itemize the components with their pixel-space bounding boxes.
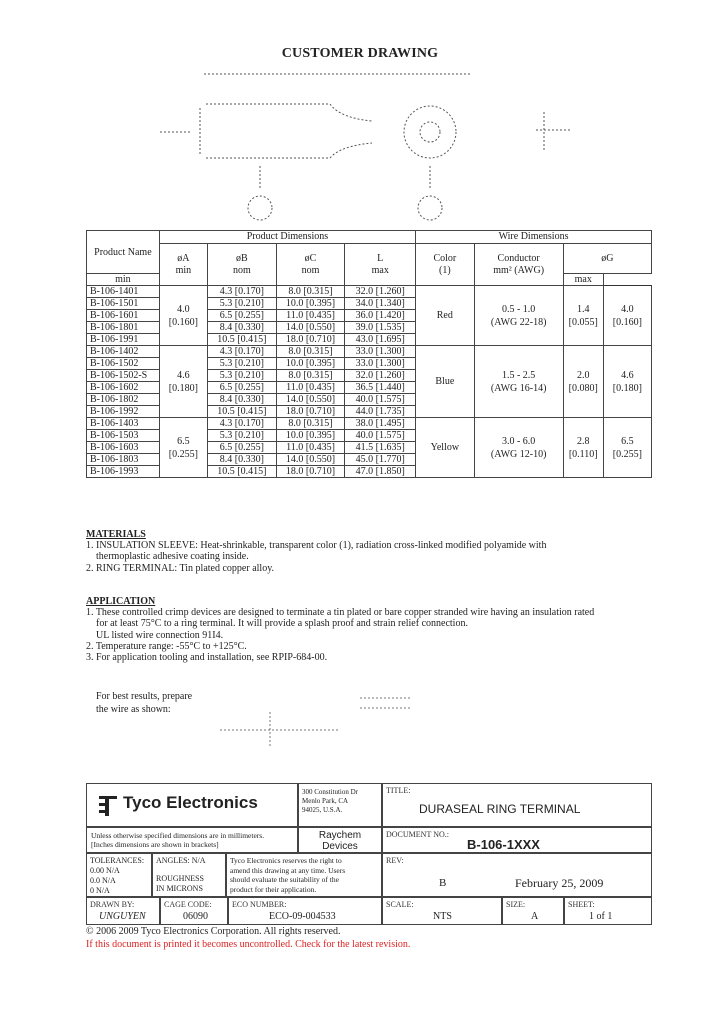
application-heading: APPLICATION xyxy=(86,596,156,607)
part-number: B-106-1401 xyxy=(87,286,160,298)
part-number: B-106-1991 xyxy=(87,334,160,346)
eco-cell xyxy=(228,897,382,925)
dim-C: 14.0 [0.550] xyxy=(276,322,345,334)
sleeve-color: Red xyxy=(416,286,474,346)
dim-G-min-line: 2.0 xyxy=(576,369,590,381)
scale-cell xyxy=(382,897,502,925)
wire-prep-line: For best results, prepare xyxy=(96,691,193,702)
materials-item: 2. RING TERMINAL: Tin plated copper alloy. xyxy=(86,562,275,574)
tolerance-value: 0.0 N/A xyxy=(90,876,116,885)
dim-A-line: [0.255] xyxy=(168,448,198,460)
conductor-range-line: 3.0 - 6.0 xyxy=(501,435,536,447)
sheet-value: 1 of 1 xyxy=(589,911,613,922)
conductor-range-line: (AWG 16-14) xyxy=(490,382,547,394)
application-item: 3. For application tooling and installation, see RPIP-684-00. xyxy=(86,652,328,664)
part-number: B-106-1501 xyxy=(87,298,160,310)
dim-B: 10.5 [0.415] xyxy=(207,466,276,478)
dim-L: 40.0 [1.575] xyxy=(345,394,416,406)
conductor-range-line: 0.5 - 1.0 xyxy=(501,303,536,315)
materials-item: 1. INSULATION SLEEVE: Heat-shrinkable, transparent color (1), radiation cross-linked modified polyamide with xyxy=(86,540,547,552)
wire-prep-drawing xyxy=(210,690,430,750)
dim-G-max-line: [0.255] xyxy=(612,448,642,460)
dim-L: 33.0 [1.300] xyxy=(345,346,416,358)
eco-value: ECO-09-004533 xyxy=(269,911,336,922)
dim-B: 6.5 [0.255] xyxy=(207,442,276,454)
cage-code-value: 06090 xyxy=(183,911,208,922)
sleeve-color: Yellow xyxy=(416,418,474,478)
part-number: B-106-1603 xyxy=(87,442,160,454)
notice-cell xyxy=(226,853,382,897)
header-B-line: nom xyxy=(232,264,251,276)
dim-C: 18.0 [0.710] xyxy=(276,334,345,346)
dim-C: 8.0 [0.315] xyxy=(276,286,345,298)
dim-C: 18.0 [0.710] xyxy=(276,466,345,478)
dim-G-min xyxy=(563,346,603,418)
header-product-dimensions: Product Dimensions xyxy=(159,231,415,244)
conductor-range xyxy=(474,286,563,346)
drawn-by-label: DRAWN BY: xyxy=(90,900,135,909)
dim-L: 44.0 [1.735] xyxy=(345,406,416,418)
roughness-label: IN MICRONS xyxy=(156,884,203,893)
sheet-label: SHEET: xyxy=(568,900,595,909)
conductor-range-line: 1.5 - 2.5 xyxy=(501,369,536,381)
division-cell xyxy=(298,827,382,853)
drawn-by-cell xyxy=(86,897,160,925)
dim-C: 14.0 [0.550] xyxy=(276,454,345,466)
dim-G-min-line: [0.055] xyxy=(568,316,598,328)
angles-value: ANGLES: N/A xyxy=(156,856,206,865)
dim-L: 34.0 [1.340] xyxy=(345,298,416,310)
part-number: B-106-1801 xyxy=(87,322,160,334)
dim-A-line: 4.6 xyxy=(177,369,190,381)
dim-B: 8.4 [0.330] xyxy=(207,322,276,334)
conductor-range xyxy=(474,418,563,478)
dim-B: 10.5 [0.415] xyxy=(207,406,276,418)
dim-C: 11.0 [0.435] xyxy=(276,442,345,454)
drawn-by-value: UNGUYEN xyxy=(99,911,146,922)
address-line: 300 Constitution Dr xyxy=(302,788,359,796)
table-row xyxy=(87,286,652,298)
header-L-line: L xyxy=(377,252,384,264)
address-line: 94025, U.S.A. xyxy=(302,806,343,814)
dim-A-line: 6.5 xyxy=(177,435,190,447)
part-number: B-106-1403 xyxy=(87,418,160,430)
notice-line: amend this drawing at any time. Users xyxy=(230,865,346,875)
scale-label: SCALE: xyxy=(386,900,414,909)
header-conductor-line: Conductor xyxy=(497,252,540,264)
dim-B: 8.4 [0.330] xyxy=(207,454,276,466)
dim-B: 6.5 [0.255] xyxy=(207,310,276,322)
header-A-line: øA xyxy=(177,252,190,264)
dim-G-min-line: 2.8 xyxy=(576,435,590,447)
part-number: B-106-1602 xyxy=(87,382,160,394)
document-number-cell xyxy=(382,827,652,853)
sleeve-color: Blue xyxy=(416,346,474,418)
header-C-line: øC xyxy=(304,252,317,264)
dim-G-max-line: 6.5 xyxy=(621,435,634,447)
dim-G-min-line: [0.110] xyxy=(568,448,598,460)
dim-B: 5.3 [0.210] xyxy=(207,430,276,442)
dim-B: 4.3 [0.170] xyxy=(207,418,276,430)
dim-A-line: [0.160] xyxy=(168,316,198,328)
dim-B: 4.3 [0.170] xyxy=(207,286,276,298)
part-number: B-106-1502 xyxy=(87,358,160,370)
part-number: B-106-1992 xyxy=(87,406,160,418)
dim-G-max xyxy=(603,286,651,346)
notice-line: Tyco Electronics reserves the right to xyxy=(230,856,342,865)
header-conductor-line: mm² (AWG) xyxy=(493,264,545,276)
dim-A-line: [0.180] xyxy=(168,382,198,394)
document-number-label: DOCUMENT NO.: xyxy=(386,830,449,839)
conductor-range-line: (AWG 22-18) xyxy=(490,316,547,328)
revision-cell xyxy=(382,853,652,897)
dim-L: 36.5 [1.440] xyxy=(345,382,416,394)
dim-G-min-line: 1.4 xyxy=(576,303,590,315)
application-item: 1. These controlled crimp devices are designed to terminate a tin plated or bare copper stranded wire having an insulation rated xyxy=(86,607,595,619)
tolerances-cell xyxy=(86,853,152,897)
drawing-title: DURASEAL RING TERMINAL xyxy=(419,802,581,816)
dim-L: 38.0 [1.495] xyxy=(345,418,416,430)
table-header-row xyxy=(87,231,652,244)
application-item: UL listed wire connection 91I4. xyxy=(96,629,224,641)
dim-G-min xyxy=(563,418,603,478)
dim-G-max-line: 4.6 xyxy=(621,369,634,381)
dim-B: 5.3 [0.210] xyxy=(207,370,276,382)
header-color xyxy=(416,244,474,286)
conductor-range xyxy=(474,346,563,418)
dim-L: 39.0 [1.535] xyxy=(345,322,416,334)
dim-B: 10.5 [0.415] xyxy=(207,334,276,346)
dim-C: 18.0 [0.710] xyxy=(276,406,345,418)
cage-code-label: CAGE CODE: xyxy=(164,900,212,909)
dim-C: 8.0 [0.315] xyxy=(276,346,345,358)
size-label: SIZE: xyxy=(506,900,526,909)
terminal-drawing xyxy=(140,66,580,226)
header-conductor xyxy=(474,244,563,286)
dim-G-min xyxy=(563,286,603,346)
part-number: B-106-1502-S xyxy=(87,370,160,382)
application-item: 2. Temperature range: -55°C to +125°C. xyxy=(86,640,247,652)
header-L-line: max xyxy=(371,264,389,276)
dim-G-max xyxy=(603,418,651,478)
part-number: B-106-1802 xyxy=(87,394,160,406)
dim-L: 45.0 [1.770] xyxy=(345,454,416,466)
header-wire-dimensions: Wire Dimensions xyxy=(416,231,652,244)
header-G-min: min xyxy=(87,274,160,286)
dim-C: 14.0 [0.550] xyxy=(276,394,345,406)
tolerance-value: 0 N/A xyxy=(90,886,110,895)
dim-L: 32.0 [1.260] xyxy=(345,370,416,382)
units-note: Unless otherwise specified dimensions are in millimeters. xyxy=(91,831,265,840)
uncontrolled-warning: If this document is printed it becomes uncontrolled. Check for the latest revision. xyxy=(86,939,411,950)
roughness-label: ROUGHNESS xyxy=(156,874,205,883)
tolerance-value: 0.00 N/A xyxy=(90,866,120,875)
dim-L: 33.0 [1.300] xyxy=(345,358,416,370)
part-number: B-106-1993 xyxy=(87,466,160,478)
conductor-range-line: (AWG 12-10) xyxy=(490,448,547,460)
dim-G-max-line: 4.0 xyxy=(621,303,634,315)
notice-line: product for their application. xyxy=(230,884,317,894)
title-cell xyxy=(382,783,652,827)
document-number: B-106-1XXX xyxy=(467,837,540,852)
dim-L: 40.0 [1.575] xyxy=(345,430,416,442)
header-A xyxy=(159,244,207,286)
dim-G-min-line: [0.080] xyxy=(568,382,598,394)
company-name: Tyco Electronics xyxy=(123,793,258,812)
copyright-text: © 2006 2009 Tyco Electronics Corporation. All rights reserved. xyxy=(86,926,341,937)
division-name: Raychem xyxy=(318,830,362,841)
title-block xyxy=(86,783,652,925)
part-number: B-106-1402 xyxy=(87,346,160,358)
revision-date: February 25, 2009 xyxy=(515,876,604,890)
tolerances-label: TOLERANCES: xyxy=(90,856,145,865)
part-number: B-106-1601 xyxy=(87,310,160,322)
revision-value: B xyxy=(439,877,447,889)
header-C-line: nom xyxy=(301,264,320,276)
table-row xyxy=(87,346,652,358)
dim-C: 10.0 [0.395] xyxy=(276,298,345,310)
company-logo-cell xyxy=(86,783,298,827)
header-product-name xyxy=(87,231,160,274)
dim-L: 36.0 [1.420] xyxy=(345,310,416,322)
dim-L: 32.0 [1.260] xyxy=(345,286,416,298)
tyco-logo-icon xyxy=(97,794,119,818)
eco-label: ECO NUMBER: xyxy=(232,900,287,909)
wire-prep-note xyxy=(96,690,192,716)
header-B-line: øB xyxy=(235,252,248,264)
dim-C: 10.0 [0.395] xyxy=(276,430,345,442)
dim-L: 43.0 [1.695] xyxy=(345,334,416,346)
header-C xyxy=(276,244,345,286)
dim-G-max-line: [0.160] xyxy=(612,316,642,328)
wire-prep-line: the wire as shown: xyxy=(96,704,171,715)
dim-A-line: 4.0 xyxy=(177,303,190,315)
materials-heading: MATERIALS xyxy=(86,529,146,540)
dim-A xyxy=(159,346,207,418)
application-item: for at least 75°C to a ring terminal. It will provide a splash proof and strain relief connection. xyxy=(96,618,468,630)
header-product-name-text: Product Name xyxy=(94,246,152,258)
address-cell xyxy=(298,783,382,827)
title-label: TITLE: xyxy=(386,786,411,795)
scale-value: NTS xyxy=(433,911,452,922)
dim-B: 8.4 [0.330] xyxy=(207,394,276,406)
dim-B: 4.3 [0.170] xyxy=(207,346,276,358)
dim-G-max-line: [0.180] xyxy=(612,382,642,394)
part-number: B-106-1503 xyxy=(87,430,160,442)
materials-section xyxy=(86,529,652,574)
dim-C: 11.0 [0.435] xyxy=(276,382,345,394)
spec-table xyxy=(86,230,652,478)
header-A-line: min xyxy=(175,264,192,276)
size-value: A xyxy=(531,911,539,922)
header-B xyxy=(207,244,276,286)
page-title: CUSTOMER DRAWING xyxy=(281,46,439,61)
sheet-cell xyxy=(564,897,652,925)
dim-B: 5.3 [0.210] xyxy=(207,358,276,370)
dim-A xyxy=(159,286,207,346)
dim-L: 41.5 [1.635] xyxy=(345,442,416,454)
header-G-max: max xyxy=(563,274,603,286)
revision-label: REV: xyxy=(386,856,404,865)
header-color-line: (1) xyxy=(438,264,451,276)
header-L xyxy=(345,244,416,286)
dim-A xyxy=(159,418,207,478)
dim-G-max xyxy=(603,346,651,418)
units-note: [Inches dimensions are shown in brackets] xyxy=(91,840,219,849)
materials-item: thermoplastic adhesive coating inside. xyxy=(96,551,249,563)
dim-C: 11.0 [0.435] xyxy=(276,310,345,322)
table-header-row xyxy=(87,244,652,274)
size-cell xyxy=(502,897,564,925)
division-name: Devices xyxy=(322,841,358,852)
application-section xyxy=(86,596,652,663)
address-line: Menlo Park, CA xyxy=(302,797,349,805)
part-number: B-106-1803 xyxy=(87,454,160,466)
dim-B: 5.3 [0.210] xyxy=(207,298,276,310)
dim-C: 8.0 [0.315] xyxy=(276,370,345,382)
header-G: øG xyxy=(563,244,651,274)
dim-C: 8.0 [0.315] xyxy=(276,418,345,430)
units-note-cell xyxy=(86,827,298,853)
table-row xyxy=(87,418,652,430)
notice-line: should evaluate the suitability of the xyxy=(230,875,339,884)
header-color-line: Color xyxy=(433,252,457,264)
dim-C: 10.0 [0.395] xyxy=(276,358,345,370)
dim-B: 6.5 [0.255] xyxy=(207,382,276,394)
dim-L: 47.0 [1.850] xyxy=(345,466,416,478)
angles-cell xyxy=(152,853,226,897)
cage-code-cell xyxy=(160,897,228,925)
